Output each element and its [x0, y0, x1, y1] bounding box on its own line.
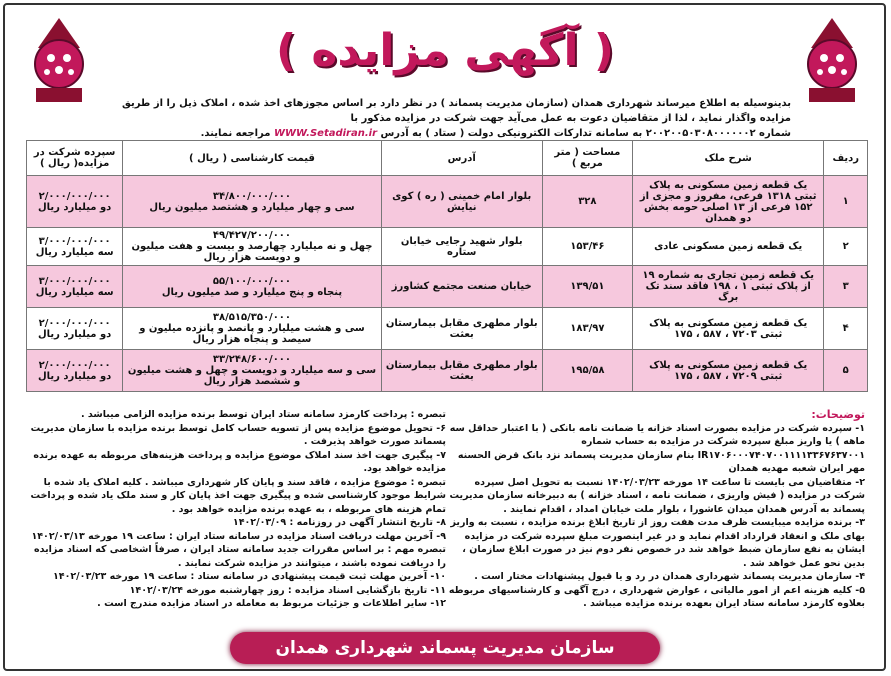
table-row — [27, 176, 868, 228]
table-row — [27, 350, 868, 392]
row-deposit — [27, 308, 123, 350]
note-item: تبصره : موضوع مزایده ، فاقد سند و پایان کار شهرداری میباشد . کلیه املاک یاد شده با شرایط موجود کارشناسی شده و پیگیری جهت اخذ پایان کار و سند ملک یاد شده و پرداخت تمام هزینه های مربوطه ، به عهده برنده مزایده خواهد بود . — [30, 476, 446, 515]
note-item: ۸- تاریخ انتشار آگهی در روزنامه : ۱۴۰۲/۰۳/۰۹ — [232, 517, 446, 528]
footer-text: سازمان مدیریت پسماند شهرداری همدان — [275, 638, 615, 658]
header-price: قیمت کارشناسی ( ریال ) — [123, 141, 381, 176]
row-number: ۴ — [824, 308, 868, 350]
price-number: ۳۴/۸۰۰/۰۰۰/۰۰۰ — [212, 190, 292, 202]
setad-website-link[interactable]: WWW.Setadiran.ir — [273, 128, 378, 139]
row-address: بلوار امام خمینی ( ره ) کوی نیایش — [381, 176, 542, 228]
row-address: بلوار مطهری مقابل بیمارستان بعثت — [381, 308, 542, 350]
row-price — [123, 228, 381, 266]
note-item: ۱- سپرده شرکت در مزایده بصورت اسناد خزانه یا ضمانت نامه بانکی ( با اعتبار حداقل سه ماهه ) یا واریز مبلغ سپرده شرکت در مزایده به حساب شماره IR۱۷۰۶۰۰۰۷۴۰۷۰۰۱۱۱۱۳۳۶۷۶۳۷۰۰۱ بنام سازمان مدیریت پسماند نزد بانک قرض الحسنه مهر ایران شعبه مهدیه همدان — [449, 422, 865, 474]
row-price — [123, 266, 381, 308]
auction-items-table — [26, 140, 868, 392]
table-row — [27, 266, 868, 308]
row-area: ۱۸۳/۹۷ — [542, 308, 632, 350]
row-area: ۱۹۵/۵۸ — [542, 350, 632, 392]
note-item: ۹- آخرین مهلت دریافت اسناد مزایده در سامانه ستاد ایران : ساعت ۱۹ مورخه ۱۴۰۲/۰۳/۱۳ — [31, 530, 446, 542]
municipality-emblem-left — [22, 14, 96, 110]
deposit-words: سه میلیارد ریال — [35, 246, 114, 258]
deposit-number: ۳/۰۰۰/۰۰۰/۰۰۰ — [38, 235, 111, 247]
price-words: سی و هشت میلیارد و پانصد و پانزده میلیون و سیصد و پنجاه هزار ریال — [139, 323, 365, 345]
header-address: آدرس — [381, 141, 542, 176]
notes-section — [26, 408, 865, 628]
row-deposit — [27, 266, 123, 308]
price-number: ۴۹/۴۲۷/۲۰۰/۰۰۰ — [212, 230, 292, 241]
note-item: تبصره مهم : بر اساس مقررات جدید سامانه ستاد ایران ، صرفاً اشخاصی که اسناد مزایده را دریافت نموده باشند ، میتوانند در مزایده شرکت نمایند . — [33, 544, 446, 569]
note-item: ۱۲- سایر اطلاعات و جزئیات مربوط به معامله در اسناد مزایده مندرج است . — [97, 598, 446, 609]
row-number: ۱ — [824, 176, 868, 228]
price-words: چهل و نه میلیارد چهارصد و بیست و هفت میلیون و دویست هزار ریال — [131, 241, 373, 263]
intro-line-2-suffix: مراجعه نمایند. — [200, 128, 271, 139]
price-number: ۵۵/۱۰۰/۰۰۰/۰۰۰ — [212, 275, 292, 287]
notes-left-column — [26, 408, 446, 611]
row-description: یک قطعه زمین مسکونی به پلاک ثبتی ۷۲۰۹ ، ۵۸۷ ، ۱۷۵ — [632, 350, 824, 392]
row-number: ۵ — [824, 350, 868, 392]
table-row — [27, 228, 868, 266]
price-words: سی و چهار میلیارد و هشتصد میلیون ریال — [149, 201, 355, 213]
row-address: خیابان صنعت مجتمع کشاورز — [381, 266, 542, 308]
row-area: ۱۳۹/۵۱ — [542, 266, 632, 308]
intro-line-2-prefix: شماره ۲۰۰۲۰۰۵۰۳۰۸۰۰۰۰۰۰۲ به سامانه تدارکات الکترونیکی دولت ( ستاد ) به آدرس — [380, 128, 791, 139]
note-item: ۷- پیگیری جهت اخذ سند املاک موضوع مزایده و پرداخت هزینه‌های مربوطه به عهده برنده مزایده خواهد بود. — [33, 449, 446, 474]
header-description: شرح ملک — [632, 141, 824, 176]
table-row — [27, 308, 868, 350]
deposit-words: سه میلیارد ریال — [35, 286, 114, 298]
row-deposit — [27, 350, 123, 392]
title-banner — [225, 8, 665, 92]
header-deposit: سپرده شرکت در مزایده( ریال ) — [27, 141, 123, 176]
note-item: ۶- تحویل موضوع مزایده پس از تسویه حساب کامل توسط برنده مزایده با سازمان مدیریت پسماند صورت خواهد پذیرفت . — [30, 422, 446, 447]
price-words: سی و سه میلیارد و دویست و چهل و هشت میلیون و ششصد هزار ریال — [127, 365, 377, 387]
row-number: ۳ — [824, 266, 868, 308]
note-item: ۲- متقاضیان می بایست تا ساعت ۱۴ مورخه ۱۴۰۲/۰۳/۲۳ نسبت به تحویل اصل سپرده شرکت در مزایده ( فیش واریزی ، ضمانت نامه ، اسناد خزانه ) به دبیرخانه سازمان مدیریت پسماند به آدرس همدان میدان عاشورا ، بلوار ملت خیابان امداد ، اقدام نمایند . — [449, 476, 865, 515]
note-item: تبصره : پرداخت کارمزد سامانه ستاد ایران توسط برنده مزایده الزامی میباشد . — [80, 409, 446, 420]
row-description: یک قطعه زمین مسکونی به پلاک ثبتی ۱۳۱۸ فرعی، مفروز و مجزی از ۱۵۲ فرعی از ۱۳ اصلی حومه بخش دو همدان — [632, 176, 824, 228]
intro-line-1: بدینوسیله به اطلاع میرساند شهرداری همدان (سازمان مدیریت پسماند ) در نظر دارد بر اساس مجوزهای اخذ شده ، املاک ذیل را از طریق مزایده واگذار نماید ، لذا از متقاضیان دعوت به عمل می‌آید جهت شرکت در مزایده مذکور با — [121, 98, 791, 124]
deposit-words: دو میلیارد ریال — [37, 328, 112, 340]
note-item: ۱۱- تاریخ بازگشایی اسناد مزایده : روز چهارشنبه مورخه ۱۴۰۲/۰۳/۲۴ — [129, 584, 446, 596]
page-title: ( آگهی مزایده ) — [275, 24, 615, 76]
deposit-number: ۲/۰۰۰/۰۰۰/۰۰۰ — [38, 190, 111, 202]
price-number: ۳۸/۵۱۵/۳۵۰/۰۰۰ — [212, 312, 292, 323]
row-deposit — [27, 228, 123, 266]
deposit-number: ۳/۰۰۰/۰۰۰/۰۰۰ — [38, 275, 111, 287]
row-deposit — [27, 176, 123, 228]
row-address: بلوار شهید رجایی خیابان ستاره — [381, 228, 542, 266]
row-price — [123, 176, 381, 228]
deposit-words: دو میلیارد ریال — [37, 370, 112, 382]
row-description: یک قطعه زمین مسکونی به پلاک ثبتی ۷۲۰۳ ، ۵۸۷ ، ۱۷۵ — [632, 308, 824, 350]
row-area: ۱۵۳/۴۶ — [542, 228, 632, 266]
deposit-number: ۲/۰۰۰/۰۰۰/۰۰۰ — [38, 359, 111, 371]
notes-heading: توضیحات: — [811, 408, 865, 421]
row-description: یک قطعه زمین مسکونی عادی — [632, 228, 824, 266]
table-header-row — [27, 141, 868, 176]
row-number: ۲ — [824, 228, 868, 266]
row-address: بلوار مطهری مقابل بیمارستان بعثت — [381, 350, 542, 392]
note-item: ۵- کلیه هزینه اعم از امور مالیاتی ، عوارض شهرداری ، درج آگهی و کارشناسیهای مربوطه بعلاوه کارمزد سامانه ستاد ایران بعهده برنده مزایده میباشد . — [448, 584, 865, 609]
price-words: پنجاه و پنج میلیارد و صد میلیون ریال — [161, 286, 343, 298]
deposit-number: ۲/۰۰۰/۰۰۰/۰۰۰ — [38, 317, 111, 329]
municipality-emblem-right — [795, 14, 869, 110]
row-price — [123, 308, 381, 350]
row-area: ۳۲۸ — [542, 176, 632, 228]
row-description: یک قطعه زمین تجاری به شماره ۱۹ از پلاک ثبتی ۱ ، ۱۹۸ فاقد سند تک برگ — [632, 266, 824, 308]
row-price — [123, 350, 381, 392]
intro-text — [100, 96, 791, 141]
notes-right-column — [445, 408, 865, 611]
price-number: ۳۳/۲۴۸/۶۰۰/۰۰۰ — [212, 354, 292, 365]
header-area: مساحت ( متر مربع ) — [542, 141, 632, 176]
note-item: ۱۰- آخرین مهلت ثبت قیمت پیشنهادی در سامانه ستاد : ساعت ۱۹ مورخه ۱۴۰۲/۰۳/۲۳ — [52, 571, 446, 582]
deposit-words: دو میلیارد ریال — [37, 201, 112, 213]
footer-banner — [230, 632, 660, 664]
note-item: ۳- برنده مزایده میبایست ظرف مدت هفت روز از تاریخ ابلاغ برنده مزایده ، نسبت به واریز بهای ملک و انعقاد قرارداد اقدام نماید و در غیر اینصورت مبلغ سپرده شرکت در مزایده ایشان به نفع سازمان ضبط خواهد شد در خصوص نفر دوم نیز در صورت ابلاغ سازمان ، بدین نحو عمل خواهد شد . — [450, 517, 865, 569]
note-item: ۴- سازمان مدیریت پسماند شهرداری همدان در رد و یا قبول پیشنهادات مختار است . — [474, 571, 865, 582]
intro-line-2 — [100, 126, 791, 141]
header-row-no: ردیف — [824, 141, 868, 176]
